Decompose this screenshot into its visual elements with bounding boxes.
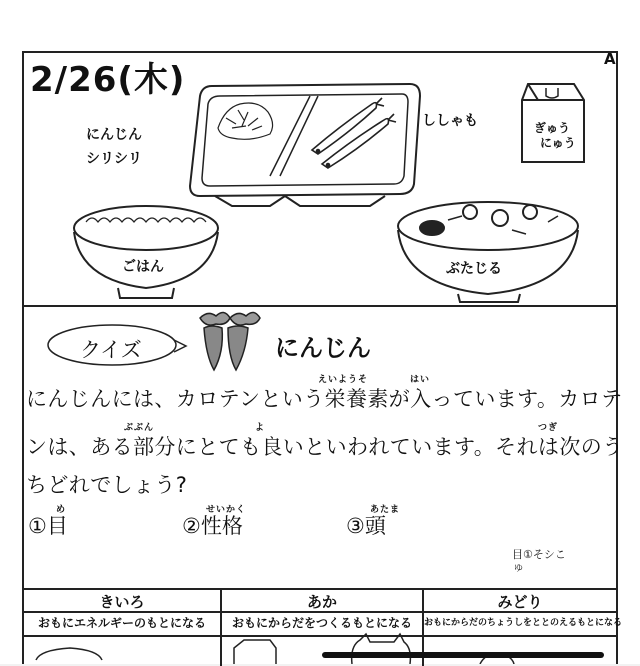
quiz-option-1: ①目 xyxy=(28,514,68,538)
menu-date: 2/26(木) xyxy=(30,60,186,100)
food-group-desc: おもにからだのちょうしをととのえるもとになる xyxy=(424,611,616,637)
quiz-line-1: にんじんには、カロテンという栄養素が入っています。カロテ xyxy=(26,387,623,411)
version-label: A xyxy=(604,50,616,68)
cat-icon xyxy=(352,634,411,664)
handwritten-answer-2: ゆ xyxy=(514,564,524,574)
ruby-eiyouso: えいようそ xyxy=(318,375,369,385)
soup-label: ぶたじる xyxy=(446,261,502,277)
quiz-line-3: ちどれでしょう? xyxy=(26,473,188,497)
milk-label-2: にゅう xyxy=(540,136,576,150)
ruby-atama: あたま xyxy=(370,505,401,515)
food-group-name: みどり xyxy=(497,593,543,611)
quiz-option-3: ③頭 xyxy=(346,514,386,538)
ruby-bubun: ぶぶん xyxy=(124,423,155,433)
ruby-yo: よ xyxy=(255,423,266,433)
rice-label: ごはん xyxy=(122,259,164,275)
ruby-tsugi: つぎ xyxy=(538,423,559,433)
fish-label: ししゃも xyxy=(422,113,478,129)
ruby-me: め xyxy=(56,505,67,515)
quiz-line-2: ンは、ある部分にとても良いといわれています。それは次のう xyxy=(26,435,624,459)
food-group-desc: おもにエネルギーのもとになる xyxy=(24,611,220,637)
food-group-name: きいろ xyxy=(99,593,145,611)
milk-icon xyxy=(234,640,276,664)
quiz-option-2: ②性格 xyxy=(182,514,243,538)
handwritten-answer: 目①そシこ xyxy=(512,548,566,561)
rice-icon xyxy=(36,648,102,660)
ruby-seikaku: せいかく xyxy=(206,505,247,515)
quiz-title: にんじん xyxy=(275,334,371,362)
food-group-name: あか xyxy=(306,593,337,611)
food-group-desc: おもにからだをつくるもとになる xyxy=(222,611,422,637)
quiz-tag: クイズ xyxy=(80,338,142,362)
milk-label-1: ぎゅう xyxy=(534,121,571,135)
carrot-dish-label-2: シリシリ xyxy=(86,151,142,167)
ruby-hai: はい xyxy=(410,375,431,385)
carrot-dish-label-1: にんじん xyxy=(86,127,142,143)
home-indicator[interactable] xyxy=(322,652,604,658)
